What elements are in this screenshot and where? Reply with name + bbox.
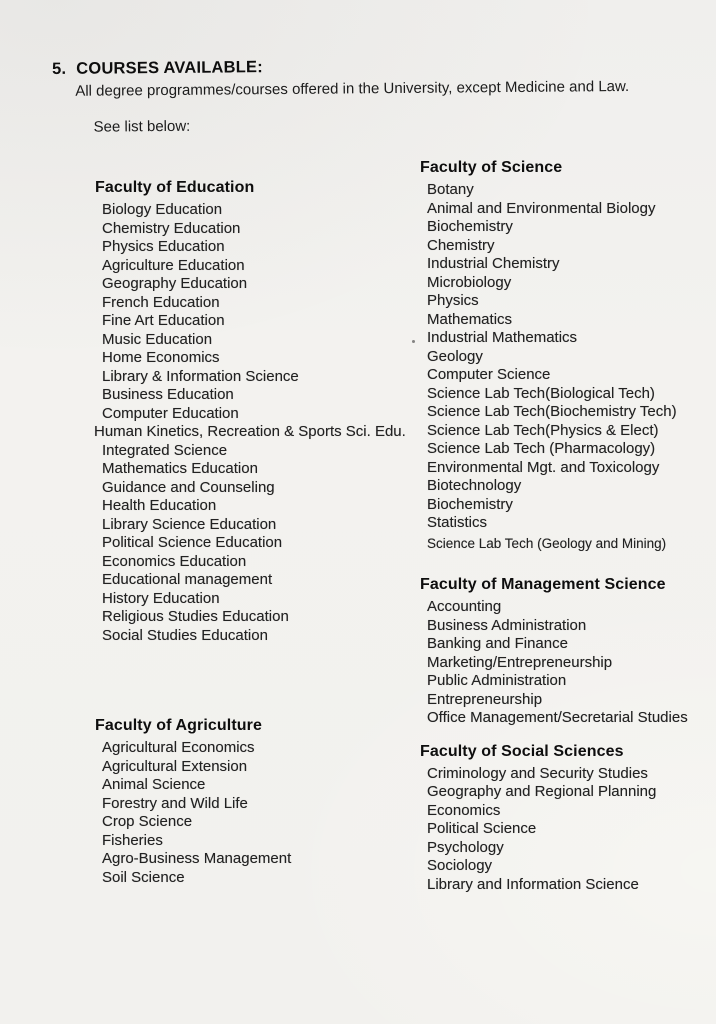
course-item: Banking and Finance [427, 635, 568, 652]
course-item: Crop Science [102, 813, 193, 830]
course-item: Industrial Mathematics [427, 329, 578, 346]
section-title-row [52, 55, 672, 79]
course-list-science [420, 181, 716, 553]
faculty-heading-science: Faculty of Science [420, 159, 563, 176]
course-item: Library & Information Science [102, 367, 299, 385]
page-subtitle: All degree programmes/courses offered in the University, except Medicine and Law. [75, 77, 630, 100]
course-item: Library and Information Science [427, 875, 639, 893]
course-item: Physics [427, 292, 479, 309]
course-item: Mathematics [427, 310, 513, 328]
course-item: Science Lab Tech(Physics & Elect) [427, 421, 659, 439]
course-item: French Education [102, 293, 220, 311]
course-item: Science Lab Tech(Biochemistry Tech) [427, 403, 677, 420]
course-item: Agro-Business Management [102, 850, 292, 867]
course-item: Computer Science [427, 366, 551, 383]
course-item: Economics Education [102, 552, 247, 570]
course-item: Animal and Environmental Biology [427, 199, 656, 217]
faculty-heading-education: Faculty of Education [95, 179, 255, 196]
course-item: Soil Science [102, 868, 185, 886]
course-item: Music Education [102, 330, 213, 348]
course-item: Mathematics Education [102, 460, 258, 477]
scan-speck [412, 340, 415, 343]
course-item: Science Lab Tech (Pharmacology) [427, 440, 656, 457]
course-item: Human Kinetics, Recreation & Sports Sci. Edu. [94, 423, 406, 440]
faculty-section-agriculture [95, 716, 430, 887]
course-item: Guidance and Counseling [102, 478, 275, 496]
course-list-education [95, 201, 430, 645]
course-item: Statistics [427, 514, 488, 531]
course-item: Psychology [427, 838, 504, 856]
course-item: Library Science Education [102, 515, 277, 533]
course-item: Business Administration [427, 616, 587, 634]
course-item: Fine Art Education [102, 312, 225, 329]
course-item: Integrated Science [102, 441, 228, 459]
course-item: Science Lab Tech(Biological Tech) [427, 384, 655, 402]
course-item: Chemistry [427, 236, 495, 254]
course-item: Biology Education [102, 201, 223, 218]
course-item: Microbiology [427, 273, 512, 291]
faculty-section-science [420, 158, 716, 553]
course-item: Industrial Chemistry [427, 255, 560, 272]
course-item: Office Management/Secretarial Studies [427, 709, 688, 726]
course-item: Chemistry Education [102, 219, 241, 237]
faculty-section-social [420, 742, 716, 895]
course-item: Social Studies Education [102, 626, 268, 644]
course-item: Health Education [102, 497, 217, 514]
course-item: Political Science [427, 820, 537, 837]
course-item: Geography and Regional Planning [427, 783, 657, 800]
course-item: Physics Education [102, 238, 225, 255]
course-item: Agriculture Education [102, 256, 245, 274]
course-item: Biochemistry [427, 218, 513, 235]
column-left [95, 178, 430, 887]
header [52, 55, 673, 136]
course-item: Fisheries [102, 831, 163, 849]
course-item: Geology [427, 347, 483, 365]
course-list-agriculture [95, 739, 430, 887]
course-item: Botany [427, 181, 474, 198]
course-item: Biochemistry [427, 495, 513, 513]
course-item: Educational management [102, 571, 273, 588]
course-item: Agricultural Economics [102, 739, 255, 756]
course-item: Forestry and Wild Life [102, 794, 248, 812]
course-item: Environmental Mgt. and Toxicology [427, 458, 660, 476]
course-item: Biotechnology [427, 477, 522, 494]
faculty-heading-social: Faculty of Social Sciences [420, 742, 624, 760]
course-list-management [420, 598, 716, 728]
faculty-section-education [95, 178, 430, 645]
course-item: Animal Science [102, 776, 206, 793]
course-item: Computer Education [102, 404, 239, 422]
course-item: Economics [427, 801, 501, 819]
course-item: Marketing/Entrepreneurship [427, 653, 613, 671]
course-item: Religious Studies Education [102, 608, 289, 625]
page-title: COURSES AVAILABLE: [76, 58, 263, 78]
course-item: Public Administration [427, 672, 567, 689]
course-item: Business Education [102, 386, 234, 403]
column-right [420, 158, 716, 894]
course-item: Sociology [427, 857, 493, 874]
faculty-heading-agriculture: Faculty of Agriculture [95, 717, 262, 734]
course-item: Geography Education [102, 275, 248, 292]
course-item: Home Economics [102, 349, 220, 366]
faculty-section-management [420, 575, 716, 728]
course-item: Political Science Education [102, 534, 283, 551]
course-item: Entrepreneurship [427, 690, 543, 708]
faculty-heading-management: Faculty of Management Science [420, 576, 666, 593]
course-item: Criminology and Security Studies [427, 764, 648, 782]
course-item: Agricultural Extension [102, 757, 248, 775]
course-item: Science Lab Tech (Geology and Mining) [427, 535, 667, 551]
section-number: 5. [52, 59, 67, 78]
course-list-social [420, 765, 716, 895]
course-item: History Education [102, 589, 220, 607]
see-list-note: See list below: [93, 117, 191, 136]
course-item: Accounting [427, 598, 502, 615]
